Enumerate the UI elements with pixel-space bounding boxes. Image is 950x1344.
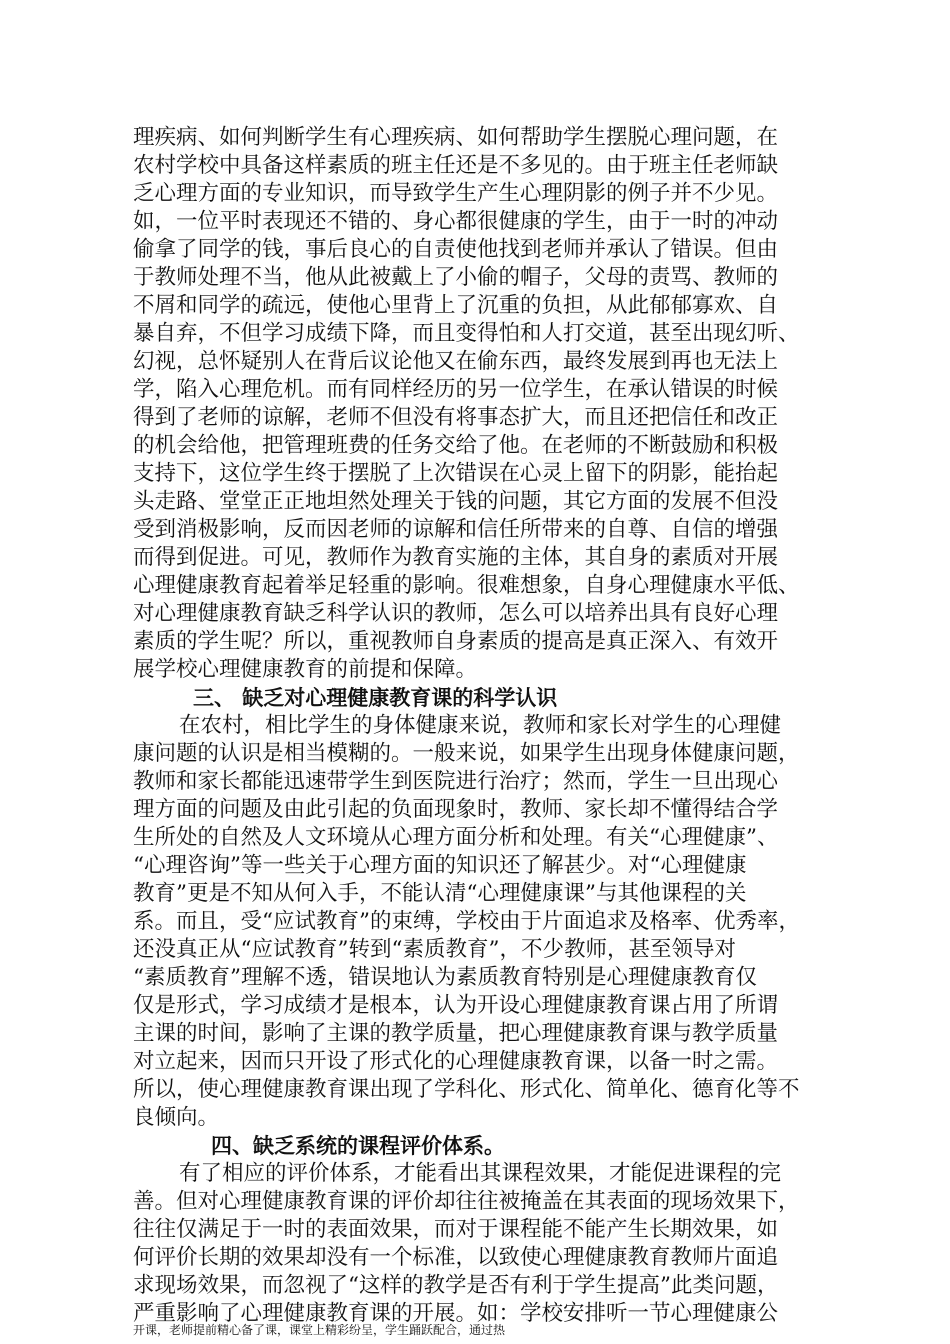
paragraph-line: 展学校心理健康教育的前提和保障。 [133,657,478,682]
paragraph-line: 求现场效果，而忽视了“这样的教学是否有利于学生提高”此类问题， [133,1273,779,1298]
paragraph-line: 仅是形式，学习成绩才是根本，认为开设心理健康教育课占用了所谓 [133,993,779,1018]
paragraph-line: 主课的时间，影响了主课的教学质量，把心理健康教育课与教学质量 [133,1021,779,1046]
paragraph-line: 学，陷入心理危机。而有同样经历的另一位学生，在承认错误的时候 [133,377,779,402]
paragraph-line: 生所处的自然及人文环境从心理方面分析和处理。有关“心理健康”、 [133,825,779,850]
paragraph-line: 暴自弃，不但学习成绩下降，而且变得怕和人打交道，甚至出现幻听、 [133,321,800,346]
paragraph-line-overflow: 开课，老师提前精心备了课，课堂上精彩纷呈，学生踊跃配合，通过热 [133,1323,506,1337]
paragraph-line: 康问题的认识是相当模糊的。一般来说，如果学生出现身体健康问题， [133,741,800,766]
paragraph-line: 严重影响了心理健康教育课的开展。如：学校安排听一节心理健康公 [133,1301,779,1326]
paragraph-line: 幻视，总怀疑别人在背后议论他又在偷东西，最终发展到再也无法上 [133,349,779,374]
paragraph-line: 支持下，这位学生终于摆脱了上次错误在心灵上留下的阴影，能抬起 [133,461,779,486]
paragraph-line: 往往仅满足于一时的表面效果，而对于课程能不能产生长期效果，如 [133,1217,779,1242]
paragraph-line: 对心理健康教育缺乏科学认识的教师，怎么可以培养出具有良好心理 [133,601,779,626]
paragraph-line: 不屑和同学的疏远，使他心里背上了沉重的负担，从此郁郁寡欢、自 [133,293,779,318]
paragraph-line: 受到消极影响，反而因老师的谅解和信任所带来的自尊、自信的增强 [133,517,779,542]
paragraph-line: 教育”更是不知从何入手，不能认清“心理健康课”与其他课程的关 [133,881,747,906]
paragraph-line: “素质教育”理解不透，错误地认为素质教育特别是心理健康教育仅 [133,965,757,990]
paragraph-line: 系。而且，受“应试教育”的束缚，学校由于片面追求及格率、优秀率， [133,909,800,934]
paragraph-line: 如，一位平时表现还不错的、身心都很健康的学生，由于一时的冲动 [133,209,779,234]
paragraph-line: 乏心理方面的专业知识，而导致学生产生心理阴影的例子并不少见。 [133,181,779,206]
paragraph-line: “心理咨询”等一些关于心理方面的知识还了解甚少。对“心理健康 [133,853,747,878]
paragraph-line: 对立起来，因而只开设了形式化的心理健康教育课，以备一时之需。 [133,1049,779,1074]
paragraph-line: 的机会给他，把管理班费的任务交给了他。在老师的不断鼓励和积极 [133,433,779,458]
section-heading-4: 四、缺乏系统的课程评价体系。 [211,1134,505,1158]
paragraph-line: 教师和家长都能迅速带学生到医院进行治疗；然而，学生一旦出现心 [133,769,779,794]
paragraph-line: 而得到促进。可见，教师作为教育实施的主体，其自身的素质对开展 [133,545,779,570]
paragraph-line: 有了相应的评价体系，才能看出其课程效果，才能促进课程的完 [179,1161,782,1186]
paragraph-line: 素质的学生呢？所以，重视教师自身素质的提高是真正深入、有效开 [133,629,779,654]
paragraph-line: 得到了老师的谅解，老师不但没有将事态扩大，而且还把信任和改正 [133,405,779,430]
paragraph-line: 心理健康教育起着举足轻重的影响。很难想象，自身心理健康水平低、 [133,573,800,598]
paragraph-line: 在农村，相比学生的身体健康来说，教师和家长对学生的心理健 [179,713,782,738]
paragraph-line: 良倾向。 [133,1105,220,1130]
paragraph-line: 何评价长期的效果却没有一个标准，以致使心理健康教育教师片面追 [133,1245,779,1270]
paragraph-line: 理方面的问题及由此引起的负面现象时，教师、家长却不懂得结合学 [133,797,779,822]
paragraph-line: 偷拿了同学的钱，事后良心的自责使他找到老师并承认了错误。但由 [133,237,779,262]
paragraph-line: 所以，使心理健康教育课出现了学科化、形式化、简单化、德育化等不 [133,1077,800,1102]
section-heading-3: 三、 缺乏对心理健康教育课的科学认识 [193,686,558,710]
paragraph-line: 农村学校中具备这样素质的班主任还是不多见的。由于班主任老师缺 [133,153,779,178]
paragraph-line: 于教师处理不当，他从此被戴上了小偷的帽子，父母的责骂、教师的 [133,265,779,290]
paragraph-line: 头走路、堂堂正正地坦然处理关于钱的问题，其它方面的发展不但没 [133,489,779,514]
paragraph-line: 理疾病、如何判断学生有心理疾病、如何帮助学生摆脱心理问题，在 [133,125,779,150]
paragraph-line: 善。但对心理健康教育课的评价却往往被掩盖在其表面的现场效果下， [133,1189,800,1214]
paragraph-line: 还没真正从“应试教育”转到“素质教育”，不少教师，甚至领导对 [133,937,736,962]
